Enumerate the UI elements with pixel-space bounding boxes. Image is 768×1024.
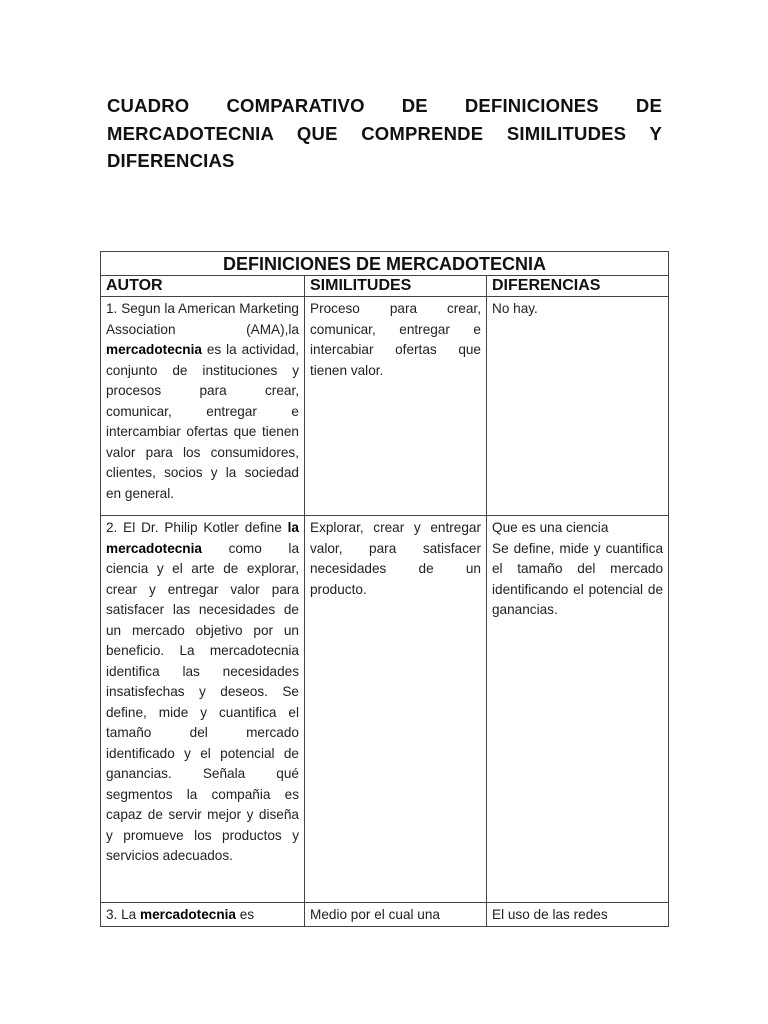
cell-autor: [101, 516, 305, 903]
table-row: [101, 297, 669, 516]
diferencias-line: El uso de las redes: [492, 907, 608, 922]
table-row: [101, 516, 669, 903]
cell-diferencias: [487, 516, 669, 903]
autor-bold: mercadotecnia: [140, 907, 236, 922]
autor-text: 3. La: [106, 907, 141, 922]
diferencias-line: Que es una ciencia: [492, 520, 609, 535]
autor-text: como la ciencia y el arte de explorar, crear y entregar valor para satisfacer las necesidades de un mercado objetivo por un beneficio. La mercadotecnia identifica las necesidades insatisfechas y deseos. Se define, mide y cuantifica el tamaño del mercado identificado y el potencial de ganancias. Señala qué segmentos la compañia es capaz de servir mejor y diseña y promueve los productos y servicios adecuados.: [106, 540, 299, 863]
table-caption: DEFINICIONES DE MERCADOTECNIA: [101, 252, 669, 276]
table-header-row: [101, 276, 669, 297]
autor-bold: la mercadotecnia: [106, 520, 299, 556]
cell-diferencias: [487, 903, 669, 927]
autor-text: es la actividad, conjunto de instituciones y procesos para crear, comunicar, entregar e intercambiar ofertas que tienen valor para los consumidores, clientes, socios y la sociedad en general.: [106, 342, 299, 501]
table-caption-row: [101, 252, 669, 276]
autor-bold: mercadotecnia: [106, 342, 202, 357]
cell-similitudes: Medio por el cual una: [305, 903, 487, 927]
comparison-table: [100, 251, 669, 927]
cell-similitudes: Explorar, crear y entregar valor, para satisfacer necesidades de un producto.: [305, 516, 487, 903]
autor-text: es: [235, 907, 255, 922]
cell-autor: [101, 297, 305, 516]
header-similitudes: SIMILITUDES: [305, 276, 487, 297]
cell-similitudes: Proceso para crear, comunicar, entregar e intercabiar ofertas que tienen valor.: [305, 297, 487, 516]
document-title: CUADRO COMPARATIVO DE DEFINICIONES DE MERCADOTECNIA QUE COMPRENDE SIMILITUDES Y DIFERENCIAS: [107, 95, 662, 171]
autor-text: 1. Segun la American Marketing Association (AMA),la: [106, 301, 299, 337]
cell-autor: [101, 903, 305, 927]
autor-text: 2. El Dr. Philip Kotler define: [106, 520, 288, 535]
cell-diferencias: [487, 297, 669, 516]
diferencias-line: Se define, mide y cuantifica el tamaño del mercado identificando el potencial de ganancias.: [492, 540, 664, 617]
header-diferencias: DIFERENCIAS: [487, 276, 669, 297]
table-row: [101, 903, 669, 927]
diferencias-line: No hay.: [492, 301, 538, 316]
header-autor: AUTOR: [101, 276, 305, 297]
